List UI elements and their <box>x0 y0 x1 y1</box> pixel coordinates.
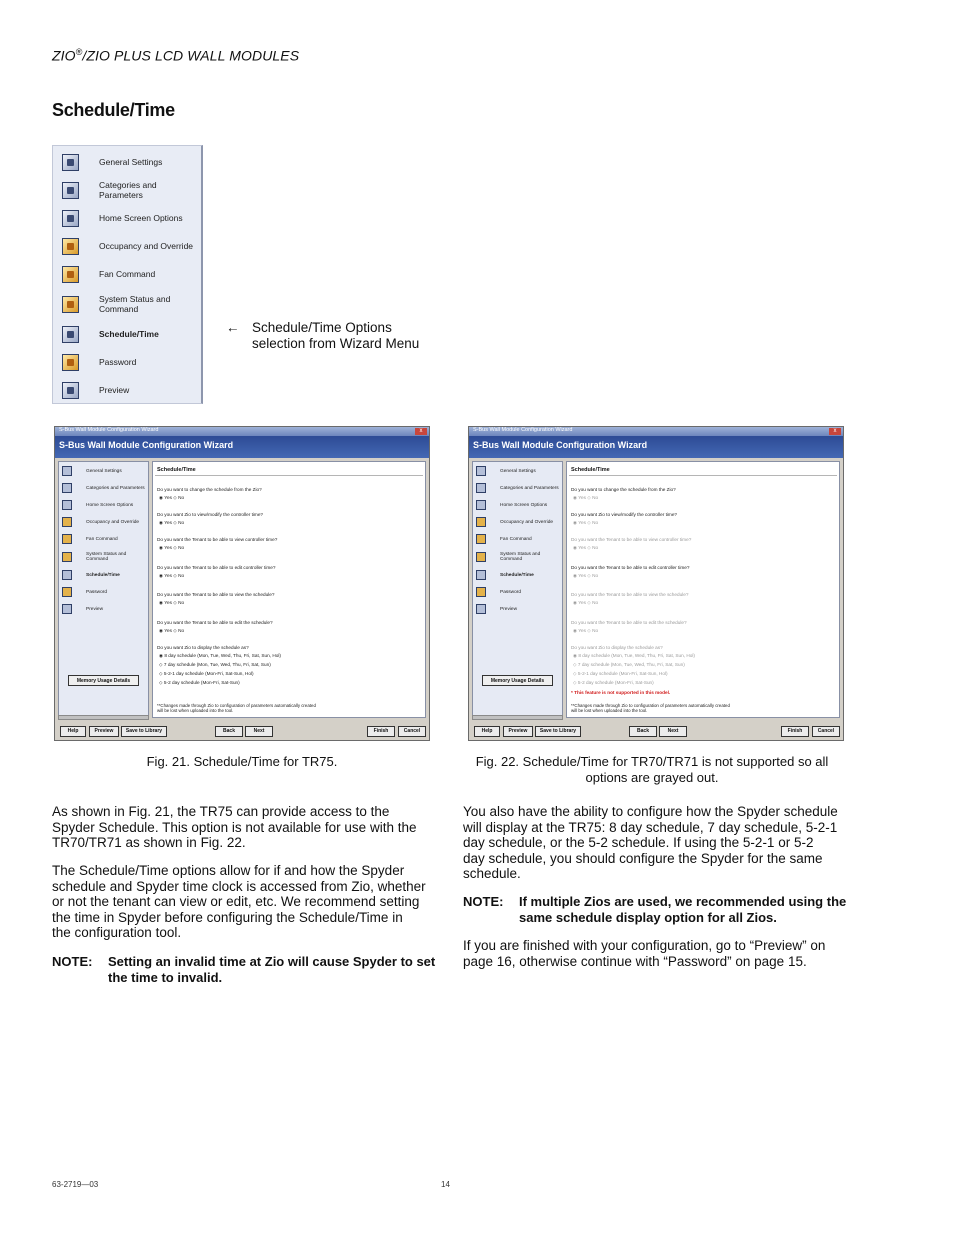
help-button[interactable]: Help <box>474 726 500 737</box>
wizard-banner: S-Bus Wall Module Configuration Wizard <box>473 440 648 450</box>
back-button[interactable]: Back <box>629 726 657 737</box>
calendar-clock-icon <box>476 570 486 580</box>
radio-yes-no[interactable]: ◉ Yes ◇ No <box>159 628 185 633</box>
radio-yes-no-disabled: ◉ Yes ◇ No <box>573 495 599 500</box>
key-icon <box>62 587 72 597</box>
menu-item-home-screen[interactable]: Home Screen Options <box>53 206 202 230</box>
callout-line-2: selection from Wizard Menu <box>252 336 420 351</box>
schedule-options-panel: Schedule/Time Do you want to change the schedule from the Zio? ◉ Yes ◇ No Do you want Zio to view/modify the controller time? ◉ Yes ◇ No Do you want the Tenant to be able to view controller time? ◉ Yes ◇ No Do you want the Tenant to be able to edit controller time? ◉ Yes ◇ No Do you want the Tenant to be able to view the schedule? ◉ Yes ◇ No Do you want the Tenant to be able to edit the schedule? ◉ Yes ◇ No Do you want Zio to display the schedule as? ◉ 8 day schedule (Mon, Tue, Wed, Thu, Fri, Sat, Sun, Hol) ◇ 7 day schedule (Mon, Tue, Wed, Thu, Fri, Sat, Sun) ◇ 5-2-1 day schedule (Mon-Fri, Sat-Sun, Hol) ◇ 5-2 day schedule (Mon-Fri, Sat-Sun) **Changes made through Zio to configuration of parameters automatically created will be lost when uploaded into the tool. <box>152 461 426 718</box>
menu-item-password[interactable]: Password <box>53 350 202 374</box>
radio-5-2-day-disabled: ◇ 5-2 day schedule (Mon-Fri, Sat-Sun) <box>573 680 654 685</box>
radio-yes-no[interactable]: ◉ Yes ◇ No <box>159 600 185 605</box>
categories-icon <box>476 483 486 493</box>
left-paragraph-2: The Schedule/Time options allow for if and how the Spyder schedule and Spyder time clock is accessed from Zio, whether or not the tenant can view or edit, etc. We recommend setting the time in Spyder before configuring the Schedule/Time in the configuration tool. <box>52 863 426 940</box>
menu-item-general-settings[interactable]: General Settings <box>53 150 202 174</box>
key-icon <box>476 587 486 597</box>
wizard-menu <box>52 145 203 404</box>
preview-button[interactable]: Preview <box>503 726 533 737</box>
categories-icon <box>62 182 79 199</box>
preview-icon <box>476 604 486 614</box>
left-note: NOTE: Setting an invalid time at Zio will cause Spyder to set the time to invalid. <box>52 954 436 985</box>
memory-usage-button[interactable]: Memory Usage Details <box>482 675 553 686</box>
categories-icon <box>62 483 72 493</box>
finish-button[interactable]: Finish <box>781 726 809 737</box>
radio-7-day-disabled: ◇ 7 day schedule (Mon, Tue, Wed, Thu, Fri, Sat, Sun) <box>573 662 685 667</box>
radio-8-day[interactable]: ◉ 8 day schedule (Mon, Tue, Wed, Thu, Fri, Sat, Sun, Hol) <box>159 653 281 658</box>
radio-5-2-1-day[interactable]: ◇ 5-2-1 day schedule (Mon-Fri, Sat-Sun, Hol) <box>159 671 254 676</box>
menu-item-occupancy[interactable]: Occupancy and Override <box>53 234 202 258</box>
home-screen-icon <box>62 210 79 227</box>
radio-5-2-1-day-disabled: ◇ 5-2-1 day schedule (Mon-Fri, Sat-Sun, Hol) <box>573 671 668 676</box>
changes-note: **Changes made through Zio to configuration of parameters automatically created will be lost when uploaded into the tool. <box>571 703 730 714</box>
radio-yes-no[interactable]: ◉ Yes ◇ No <box>159 520 185 525</box>
radio-yes-no[interactable]: ◉ Yes ◇ No <box>159 573 185 578</box>
back-button[interactable]: Back <box>215 726 243 737</box>
right-paragraph-2: If you are finished with your configuration, go to “Preview” on page 16, otherwise continue with “Password” on page 15. <box>463 938 826 969</box>
schedule-options-panel-grayed: Schedule/Time Do you want to change the schedule from the Zio? ◉ Yes ◇ No Do you want Zio to view/modify the controller time? ◉ Yes ◇ No Do you want the Tenant to be able to view controller time? ◉ Yes ◇ No Do you want the Tenant to be able to edit controller time? ◉ Yes ◇ No Do you want the Tenant to be able to view the schedule? ◉ Yes ◇ No Do you want the Tenant to be able to edit the schedule? ◉ Yes ◇ No Do you want Zio to display the schedule as? ◉ 8 day schedule (Mon, Tue, Wed, Thu, Fri, Sat, Sun, Hol) ◇ 7 day schedule (Mon, Tue, Wed, Thu, Fri, Sat, Sun) ◇ 5-2-1 day schedule (Mon-Fri, Sat-Sun, Hol) ◇ 5-2 day schedule (Mon-Fri, Sat-Sun) * This feature is not supported in this model. **Changes made through Zio to configuration of parameters automatically created will be lost when uploaded into the tool. <box>566 461 840 718</box>
finish-button[interactable]: Finish <box>367 726 395 737</box>
radio-yes-no-disabled: ◉ Yes ◇ No <box>573 520 599 525</box>
page-number: 14 <box>441 1180 450 1189</box>
fan-icon <box>62 534 72 544</box>
next-button[interactable]: Next <box>659 726 687 737</box>
wizard-banner: S-Bus Wall Module Configuration Wizard <box>59 440 234 450</box>
header-registered-mark: ® <box>75 47 83 57</box>
home-screen-icon <box>62 500 72 510</box>
figure-22-caption: Fig. 22. Schedule/Time for TR70/TR71 is not supported so all options are grayed out. <box>475 754 829 785</box>
save-to-library-button[interactable]: Save to Library <box>121 726 167 737</box>
wizard-nav: General Settings Categories and Parameters Home Screen Options Occupancy and Override Fan Command System Status and Command Schedule/Time Password Preview Memory Usage Details <box>58 461 149 718</box>
memory-usage-button[interactable]: Memory Usage Details <box>68 675 139 686</box>
key-icon <box>62 354 79 371</box>
settings-icon <box>62 154 79 171</box>
not-supported-warning: * This feature is not supported in this model. <box>571 690 671 695</box>
running-header <box>52 47 299 64</box>
wizard-screenshot-tr75: S-Bus Wall Module Configuration Wizard x S-Bus Wall Module Configuration Wizard General Settings Categories and Parameters Home Screen Options Occupancy and Override Fan Command System Status and Command Schedule/Time Password Preview Memory Usage Details Schedule/Time Do you want to change the schedule from the Zio? ◉ Yes ◇ No Do you want Zio to view/modify the controller time? ◉ Yes ◇ No Do you want the Tenant to be able to view controller time? ◉ Yes ◇ No Do you want the Tenant to be able to edit controller time? ◉ Yes ◇ No Do you want the Tenant to be able to view the schedule? ◉ Yes ◇ No Do you want the Tenant to be able to edit the schedule? ◉ Yes ◇ No Do you want Zio to display the schedule as? ◉ 8 day schedule (Mon, Tue, Wed, Thu, Fri, Sat, Sun, Hol) ◇ 7 day schedule (Mon, Tue, Wed, Thu, Fri, Sat, Sun) ◇ 5-2-1 day schedule (Mon-Fri, Sat-Sun, Hol) ◇ 5-2 day schedule (Mon-Fri, Sat-Sun) **Changes made through Zio to configuration of parameters automatically created will be lost when uploaded into the tool. Help Preview Save to Library Back Next Finish Cancel <box>54 426 430 741</box>
right-paragraph-1: You also have the ability to configure how the Spyder schedule will display at the TR75: 8 day schedule, 7 day schedule, 5-2-1 day schedule, or the 5-2 schedule. If using the 5-2-1 or 5-2 day schedule, you should configure the Spyder for the same schedule. <box>463 804 838 881</box>
radio-7-day[interactable]: ◇ 7 day schedule (Mon, Tue, Wed, Thu, Fri, Sat, Sun) <box>159 662 271 667</box>
button-bar <box>55 724 429 740</box>
radio-yes-no-disabled: ◉ Yes ◇ No <box>573 545 599 550</box>
fan-icon <box>476 534 486 544</box>
radio-8-day-disabled: ◉ 8 day schedule (Mon, Tue, Wed, Thu, Fri, Sat, Sun, Hol) <box>573 653 695 658</box>
changes-note: **Changes made through Zio to configuration of parameters automatically created will be lost when uploaded into the tool. <box>157 703 316 714</box>
preview-icon <box>62 382 79 399</box>
figure-21-caption: Fig. 21. Schedule/Time for TR75. <box>146 754 338 769</box>
preview-button[interactable]: Preview <box>89 726 119 737</box>
header-zio: ZIO <box>52 47 76 64</box>
section-title: Schedule/Time <box>52 100 175 120</box>
menu-item-schedule-time[interactable]: Schedule/Time <box>53 322 202 346</box>
right-note: NOTE: If multiple Zios are used, we recommended using the same schedule display option for all Zios. <box>463 894 847 925</box>
radio-yes-no-disabled: ◉ Yes ◇ No <box>573 628 599 633</box>
close-icon[interactable]: x <box>829 428 841 435</box>
header-title: /ZIO PLUS LCD WALL MODULES <box>82 47 300 64</box>
cancel-button[interactable]: Cancel <box>812 726 840 737</box>
radio-yes-no-disabled: ◉ Yes ◇ No <box>573 573 599 578</box>
document-number: 63-2719—03 <box>52 1180 99 1189</box>
save-to-library-button[interactable]: Save to Library <box>535 726 581 737</box>
system-status-icon <box>62 296 79 313</box>
fan-icon <box>62 266 79 283</box>
preview-icon <box>62 604 72 614</box>
house-icon <box>62 517 72 527</box>
close-icon[interactable]: x <box>415 428 427 435</box>
left-arrow-icon: ← <box>226 320 240 335</box>
button-bar <box>469 724 843 740</box>
radio-yes-no-disabled: ◉ Yes ◇ No <box>573 600 599 605</box>
house-icon <box>62 238 79 255</box>
menu-item-system-status[interactable]: System Status and Command <box>53 292 202 316</box>
wizard-nav: General Settings Categories and Parameters Home Screen Options Occupancy and Override Fan Command System Status and Command Schedule/Time Password Preview Memory Usage Details <box>472 461 563 718</box>
calendar-clock-icon <box>62 570 72 580</box>
scrollbar[interactable] <box>472 715 563 720</box>
home-screen-icon <box>476 500 486 510</box>
next-button[interactable]: Next <box>245 726 273 737</box>
help-button[interactable]: Help <box>60 726 86 737</box>
menu-item-preview[interactable]: Preview <box>53 378 202 402</box>
house-icon <box>476 517 486 527</box>
settings-icon <box>476 466 486 476</box>
scrollbar[interactable] <box>58 715 149 720</box>
radio-5-2-day[interactable]: ◇ 5-2 day schedule (Mon-Fri, Sat-Sun) <box>159 680 240 685</box>
system-status-icon <box>476 552 486 562</box>
radio-yes-no[interactable]: ◉ Yes ◇ No <box>159 495 185 500</box>
radio-yes-no[interactable]: ◉ Yes ◇ No <box>159 545 185 550</box>
settings-icon <box>62 466 72 476</box>
cancel-button[interactable]: Cancel <box>398 726 426 737</box>
calendar-clock-icon <box>62 326 79 343</box>
menu-item-fan-command[interactable]: Fan Command <box>53 262 202 286</box>
system-status-icon <box>62 552 72 562</box>
menu-item-categories[interactable]: Categories and Parameters <box>53 178 202 202</box>
left-paragraph-1: As shown in Fig. 21, the TR75 can provide access to the Spyder Schedule. This option is not available for use with the TR70/TR71 as shown in Fig. 22. <box>52 804 417 850</box>
wizard-screenshot-tr70: S-Bus Wall Module Configuration Wizard x S-Bus Wall Module Configuration Wizard General Settings Categories and Parameters Home Screen Options Occupancy and Override Fan Command System Status and Command Schedule/Time Password Preview Memory Usage Details Schedule/Time Do you want to change the schedule from the Zio? ◉ Yes ◇ No Do you want Zio to view/modify the controller time? ◉ Yes ◇ No Do you want the Tenant to be able to view controller time? ◉ Yes ◇ No Do you want the Tenant to be able to edit controller time? ◉ Yes ◇ No Do you want the Tenant to be able to view the schedule? ◉ Yes ◇ No Do you want the Tenant to be able to edit the schedule? ◉ Yes ◇ No Do you want Zio to display the schedule as? ◉ 8 day schedule (Mon, Tue, Wed, Thu, Fri, Sat, Sun, Hol) ◇ 7 day schedule (Mon, Tue, Wed, Thu, Fri, Sat, Sun) ◇ 5-2-1 day schedule (Mon-Fri, Sat-Sun, Hol) ◇ 5-2 day schedule (Mon-Fri, Sat-Sun) * This feature is not supported in this model. **Changes made through Zio to configuration of parameters automatically created will be lost when uploaded into the tool. Help Preview Save to Library Back Next Finish Cancel <box>468 426 844 741</box>
callout-line-1: Schedule/Time Options <box>252 320 392 335</box>
